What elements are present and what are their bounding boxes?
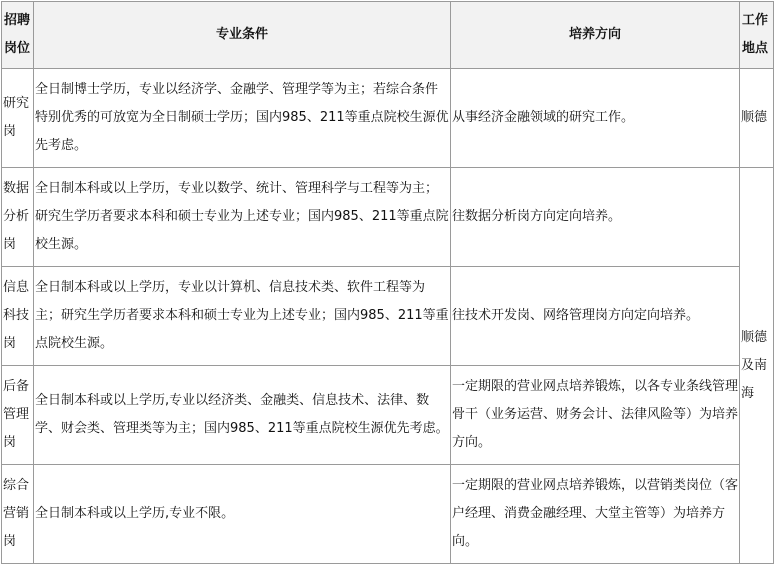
header-direction: 培养方向 (451, 2, 740, 69)
position-cell: 综合营销岗 (2, 465, 34, 564)
table-row (2, 168, 774, 267)
table-row (2, 267, 774, 366)
position-cell: 信息科技岗 (2, 267, 34, 366)
conditions-cell: 全日制博士学历，专业以经济学、金融学、管理学等为主；若综合条件特别优秀的可放宽为全日制硕士学历；国内985、211等重点院校生源优先考虑。 (34, 69, 451, 168)
table-row (2, 366, 774, 465)
direction-cell: 往技术开发岗、网络管理岗方向定向培养。 (451, 267, 740, 366)
header-location: 工作地点 (740, 2, 774, 69)
header-position: 招聘岗位 (2, 2, 34, 69)
table-row (2, 69, 774, 168)
conditions-cell: 全日制本科或以上学历，专业以数学、统计、管理科学与工程等为主；研究生学历者要求本科和硕士专业为上述专业；国内985、211等重点院校生源。 (34, 168, 451, 267)
direction-cell: 往数据分析岗方向定向培养。 (451, 168, 740, 267)
location-cell: 顺德及南海 (740, 168, 774, 564)
direction-cell: 一定期限的营业网点培养锻炼，以营销类岗位（客户经理、消费金融经理、大堂主管等）为培养方向。 (451, 465, 740, 564)
position-cell: 数据分析岗 (2, 168, 34, 267)
position-cell: 后备管理岗 (2, 366, 34, 465)
direction-cell: 一定期限的营业网点培养锻炼，以各专业条线管理骨干（业务运营、财务会计、法律风险等）为培养方向。 (451, 366, 740, 465)
location-cell: 顺德 (740, 69, 774, 168)
table-row (2, 465, 774, 564)
recruitment-table (1, 1, 774, 564)
conditions-cell: 全日制本科或以上学历,专业以经济类、金融类、信息技术、法律、数学、财会类、管理类等为主；国内985、211等重点院校生源优先考虑。 (34, 366, 451, 465)
table-header-row (2, 2, 774, 69)
conditions-cell: 全日制本科或以上学历，专业以计算机、信息技术类、软件工程等为主；研究生学历者要求本科和硕士专业为上述专业；国内985、211等重点院校生源。 (34, 267, 451, 366)
header-conditions: 专业条件 (34, 2, 451, 69)
direction-cell: 从事经济金融领域的研究工作。 (451, 69, 740, 168)
conditions-cell: 全日制本科或以上学历,专业不限。 (34, 465, 451, 564)
position-cell: 研究岗 (2, 69, 34, 168)
